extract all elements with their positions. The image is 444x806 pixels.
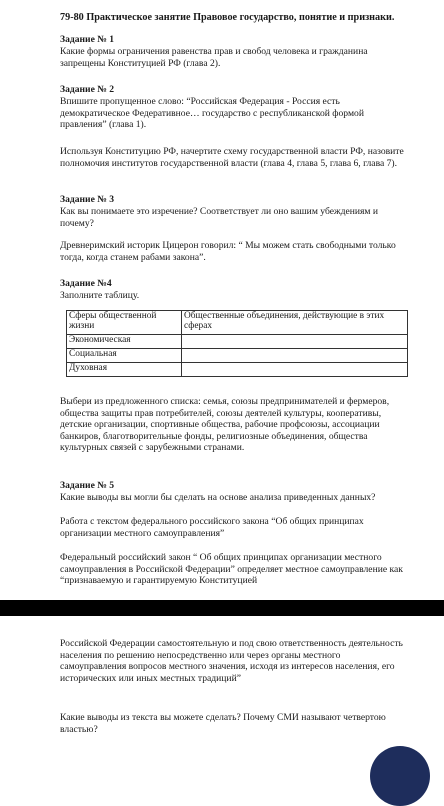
table-row bbox=[67, 335, 408, 349]
task5-text3: Федеральный российский закон “ Об общих принципах организации местного самоуправления в Российской Федерации” определяет местное самоуправление как “признаваемую и гарантируемую Конституцией bbox=[60, 552, 403, 587]
table-cell-empty bbox=[182, 349, 408, 363]
task2-text: Впишите пропущенное слово: “Российская Федерация - Россия есть демократическое Федеративное… государство с республиканской формой правления” (глава 1). bbox=[60, 96, 364, 131]
page-title: 79-80 Практическое занятие Правовое государство, понятие и признаки. bbox=[60, 12, 395, 23]
task4-heading: Задание №4 bbox=[60, 278, 112, 289]
page2-question: Какие выводы из текста вы можете сделать? Почему СМИ называют четвертою властью? bbox=[60, 712, 386, 735]
page-divider bbox=[0, 600, 444, 616]
table-cell: Духовная bbox=[67, 363, 182, 377]
table-cell-empty bbox=[182, 335, 408, 349]
task4-subheading: Заполните таблицу. bbox=[60, 290, 140, 301]
task4-text: Выбери из предложенного списка: семья, союзы предпринимателей и фермеров, общества защиты прав потребителей, союзы деятелей культуры, кооперативы, детские организации, спортивные общества, рабочие профсоюзы, ассоциации банкиров, благотворительные фонды, религиозные объединения, общества культурных связей с зарубежными странами. bbox=[60, 396, 390, 454]
table-cell: Экономическая bbox=[67, 335, 182, 349]
task3-text: Как вы понимаете это изречение? Соответствует ли оно вашим убеждениям и почему? bbox=[60, 206, 379, 229]
table-row bbox=[67, 349, 408, 363]
page2-text: Российской Федерации самостоятельную и под свою ответственность деятельность населения по решению непосредственно или через органы местного самоуправления вопросов местного значения, исходя из интересов населения, его исторических или иных местных традиций” bbox=[60, 638, 403, 684]
floating-action-button[interactable] bbox=[370, 746, 430, 806]
table-row bbox=[67, 363, 408, 377]
table-cell: Социальная bbox=[67, 349, 182, 363]
task2-text2: Используя Конституцию РФ, начертите схему государственной власти РФ, назовите полномочия институтов государственной власти (глава 4, глава 5, глава 6, глава 7). bbox=[60, 146, 404, 169]
spheres-table bbox=[66, 310, 408, 377]
task1-text: Какие формы ограничения равенства прав и свобод человека и гражданина запрещены Конституцией РФ (глава 2). bbox=[60, 46, 368, 69]
document-page-2 bbox=[0, 616, 444, 763]
task5-text: Какие выводы вы могли бы сделать на основе анализа приведенных данных? bbox=[60, 492, 376, 503]
table-cell-empty bbox=[182, 363, 408, 377]
task1-heading: Задание № 1 bbox=[60, 34, 115, 45]
task3-heading: Задание № 3 bbox=[60, 194, 115, 205]
task5-heading: Задание № 5 bbox=[60, 480, 115, 491]
task3-quote: Древнеримский историк Цицерон говорил: “ Мы можем стать свободными только тогда, когда станем рабами закона”. bbox=[60, 240, 396, 263]
task5-text2: Работа с текстом федерального российского закона “Об общих принципах организации местного самоуправления” bbox=[60, 516, 364, 539]
task2-heading: Задание № 2 bbox=[60, 84, 115, 95]
table-header-cell: Общественные объединения, действующие в этих сферах bbox=[182, 311, 408, 335]
table-header-cell: Сферы общественной жизни bbox=[67, 311, 182, 335]
table-header-row bbox=[67, 311, 408, 335]
